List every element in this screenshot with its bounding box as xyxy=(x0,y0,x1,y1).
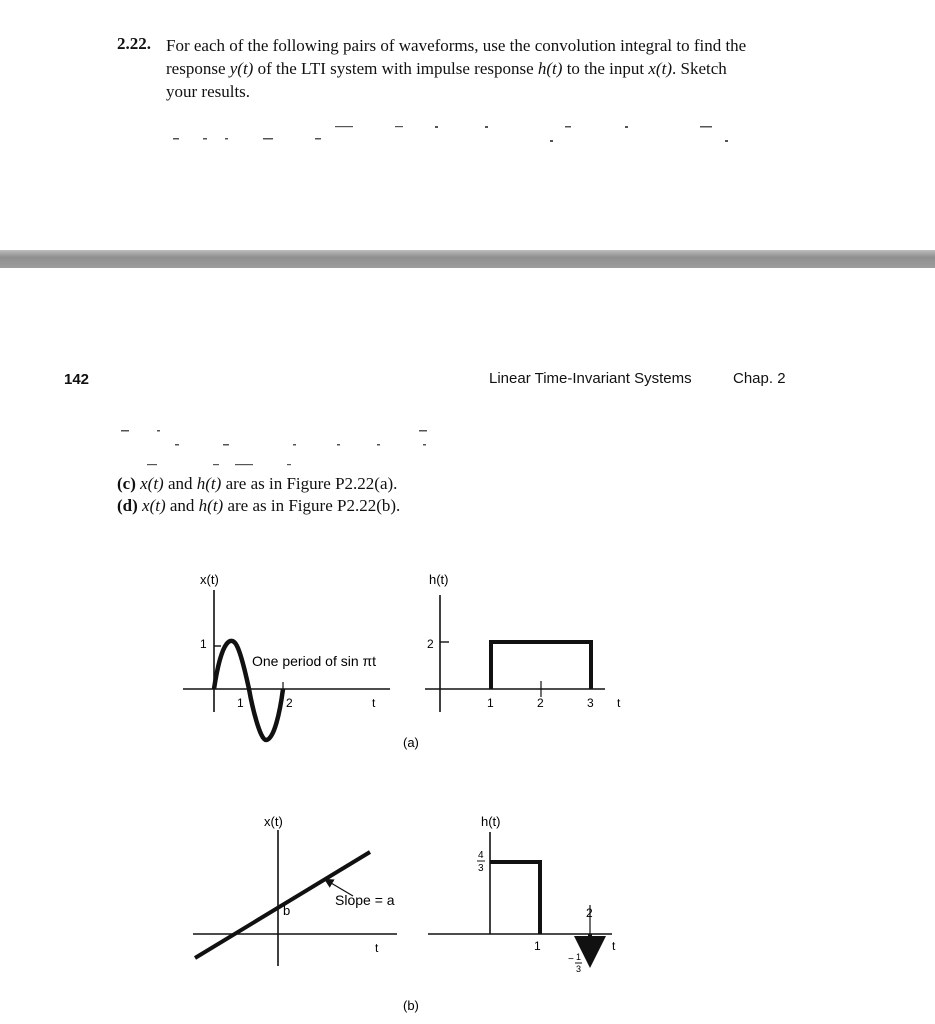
axis-label-t: t xyxy=(612,939,616,953)
problem-line-1: For each of the following pairs of waveforms, use the convolution integral to find the xyxy=(166,36,747,55)
annotation: One period of sin πt xyxy=(252,653,377,669)
tick-label-3: 3 xyxy=(587,696,594,710)
x-label: x(t) xyxy=(264,814,283,829)
chapter-label: Chap. 2 xyxy=(733,370,786,387)
figure-b-x-plot xyxy=(193,814,397,966)
impulse-sign: − xyxy=(568,954,574,965)
x-label: x(t) xyxy=(200,572,219,587)
problem-line-2: response y(t) of the LTI system with impulse response h(t) to the input x(t). Sketch xyxy=(166,59,727,78)
amplitude-label: 1 xyxy=(200,637,207,651)
amplitude-denominator: 3 xyxy=(478,863,484,874)
slope-label: Slope = a xyxy=(335,892,395,908)
axis-label-t: t xyxy=(372,696,376,710)
rect-pulse xyxy=(490,862,540,934)
figure-b-h-plot xyxy=(428,814,616,974)
caption-a: (a) xyxy=(403,735,419,750)
intercept-label: b xyxy=(283,903,291,918)
amplitude-label: 2 xyxy=(427,637,434,651)
caption-b: (b) xyxy=(403,998,419,1013)
figure-a-h-plot xyxy=(425,572,621,712)
problem-line-3: your results. xyxy=(166,82,251,101)
part-d: (d) x(t) and h(t) are as in Figure P2.22(b). xyxy=(117,496,401,515)
part-c: (c) x(t) and h(t) are as in Figure P2.22(a). xyxy=(117,474,398,493)
figure-a-x-plot xyxy=(183,572,390,740)
amplitude-numerator: 4 xyxy=(478,850,484,861)
axis-label-t: t xyxy=(375,941,379,955)
tick-label-2: 2 xyxy=(586,906,593,920)
impulse-denominator: 3 xyxy=(576,964,582,974)
tick-label-2: 2 xyxy=(537,696,544,710)
running-title: Linear Time-Invariant Systems xyxy=(489,370,692,387)
axis-label-t: t xyxy=(617,696,621,710)
h-label: h(t) xyxy=(429,572,449,587)
page-number: 142 xyxy=(64,371,90,388)
tick-label-2: 2 xyxy=(286,696,293,710)
tick-label-1: 1 xyxy=(487,696,494,710)
problem-number: 2.22. xyxy=(117,34,151,53)
impulse-numerator: 1 xyxy=(576,952,582,962)
tick-label-1: 1 xyxy=(237,696,244,710)
h-label: h(t) xyxy=(481,814,501,829)
tick-label-1: 1 xyxy=(534,939,541,953)
